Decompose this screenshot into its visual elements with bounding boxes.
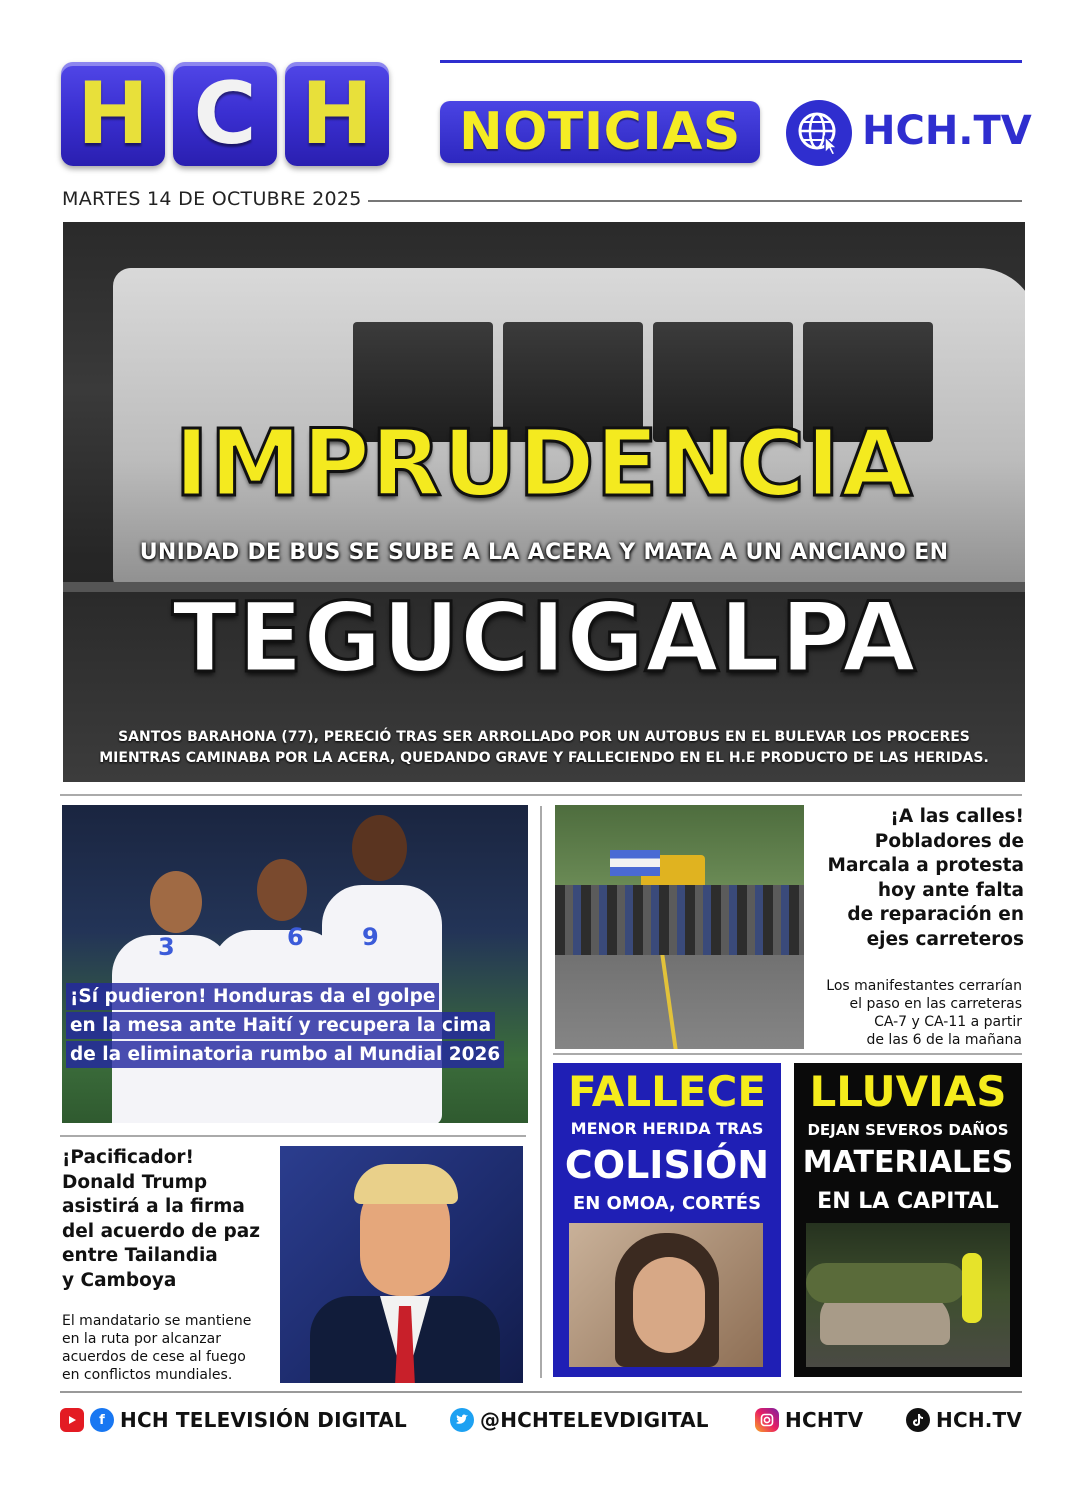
football-story-photo[interactable] [62,805,528,1123]
rain-story-location: EN LA CAPITAL [817,1189,999,1214]
protest-story-summary [808,977,1022,1049]
instagram-icon[interactable] [755,1408,779,1432]
jersey-number: 9 [362,923,379,951]
fallen-tree-shape [806,1263,966,1303]
omoa-story-big: FALLECE [567,1067,767,1116]
rain-story-big: LLUVIAS [809,1067,1007,1116]
youtube-icon[interactable] [60,1408,84,1432]
logo-tile-h1 [61,62,165,166]
caption-line: MIENTRAS CAMINABA POR LA ACERA, QUEDANDO GRAVE Y FALLECIENDO EN EL H.E PRODUCTO DE LAS HERIDAS. [99,750,989,766]
headline-line: entre Tailandia [62,1245,218,1266]
headline-line: Marcala a protesta [827,855,1024,876]
caption-line: en la mesa ante Haití y recupera la cima [66,1012,495,1039]
summary-line: en conflictos mundiales. [62,1367,233,1383]
headline-line: y Camboya [62,1269,177,1291]
section-badge [440,101,760,163]
flag-shape [610,850,660,876]
omoa-story-photo [569,1223,763,1367]
footer-divider [60,1391,1022,1393]
summary-line: Los manifestantes cerrarían [826,978,1022,994]
road-line [660,955,677,1049]
section-divider [60,794,1022,796]
social-label: HCH TELEVISIÓN DIGITAL [120,1408,407,1432]
rain-story-card[interactable] [794,1063,1022,1377]
logo-letter: H [301,64,373,164]
social-label: HCH.TV [936,1408,1023,1432]
section-divider [553,1053,1022,1055]
social-tiktok[interactable] [906,1408,1022,1432]
logo-letter: H [77,64,149,164]
rain-story-small: DEJAN SEVEROS DAÑOS [807,1121,1009,1139]
caption-line: de la eliminatoria rumbo al Mundial 2026 [66,1041,504,1068]
logo-tile-c [173,62,277,166]
omoa-story-small: MENOR HERIDA TRAS [570,1119,764,1138]
summary-line: CA-7 y CA-11 a partir [874,1014,1022,1030]
trump-story-headline [62,1146,272,1293]
social-label: HCHTV [785,1408,864,1432]
main-subheadline: UNIDAD DE BUS SE SUBE A LA ACERA Y MATA A UN ANCIANO EN [139,540,949,565]
main-story-photo[interactable] [63,222,1025,782]
face-shape [633,1257,705,1353]
website-link[interactable]: HCH.TV [862,108,1032,154]
social-label: @HCHTELEVDIGITAL [480,1408,709,1432]
facebook-icon[interactable]: f [90,1408,114,1432]
tiktok-icon[interactable] [906,1408,930,1432]
trump-story-summary [62,1312,277,1384]
main-headline: IMPRUDENCIA [174,410,914,517]
summary-line: acuerdos de cese al fuego [62,1349,246,1365]
headline-line: asistirá a la firma [62,1196,245,1217]
social-instagram[interactable] [755,1408,863,1432]
protest-story-headline [812,805,1024,952]
main-headline-city: TEGUCIGALPA [171,582,917,694]
omoa-story-card[interactable] [553,1063,781,1377]
rain-story-mid: MATERIALES [802,1145,1014,1180]
summary-line: el paso en las carreteras [849,996,1022,1012]
player-head [150,871,202,933]
trump-story-photo[interactable] [280,1146,523,1383]
social-youtube-facebook[interactable] [60,1408,407,1432]
crowd-shape [555,885,804,955]
headline-line: ¡Pacificador! [62,1147,194,1168]
jersey-number: 3 [158,933,175,961]
omoa-story-mid: COLISIÓN [564,1143,770,1187]
rain-story-photo [806,1223,1010,1367]
summary-line: El mandatario se mantiene [62,1313,252,1329]
headline-line: ¡A las calles! [890,806,1024,827]
player-head [352,815,407,881]
logo-tile-h2 [285,62,389,166]
headline-line: del acuerdo de paz [62,1220,260,1242]
protest-story-photo[interactable] [555,805,804,1049]
section-badge-label: NOTICIAS [459,102,741,162]
twitter-icon[interactable] [450,1408,474,1432]
headline-line: Donald Trump [62,1171,208,1193]
summary-line: en la ruta por alcanzar [62,1331,221,1347]
hair-shape [354,1164,458,1204]
date-divider [368,200,1022,202]
main-story-caption [63,727,1025,769]
logo-letter: C [193,64,257,164]
headline-line: Pobladores de [874,830,1024,852]
header-divider [440,60,1022,63]
summary-line: de las 6 de la mañana [866,1032,1022,1048]
section-divider [60,1135,526,1137]
headline-line: hoy ante falta [877,879,1024,901]
caption-line: SANTOS BARAHONA (77), PERECIÓ TRAS SER ARROLLADO POR UN AUTOBUS EN EL BULEVAR LOS PROCERES [118,729,970,745]
globe-icon[interactable] [786,100,852,166]
social-twitter[interactable] [450,1408,709,1432]
caption-line: ¡Sí pudieron! Honduras da el golpe [66,983,439,1010]
football-story-headline [66,983,526,1070]
jersey-number: 6 [287,923,304,951]
omoa-story-location: EN OMOA, CORTÉS [572,1193,762,1214]
player-head [257,859,307,921]
headline-line: ejes carreteros [866,928,1024,950]
headline-line: de reparación en [847,904,1024,925]
rescuer-shape [962,1253,982,1323]
column-divider [540,806,542,1378]
issue-date: MARTES 14 DE OCTUBRE 2025 [62,188,362,210]
